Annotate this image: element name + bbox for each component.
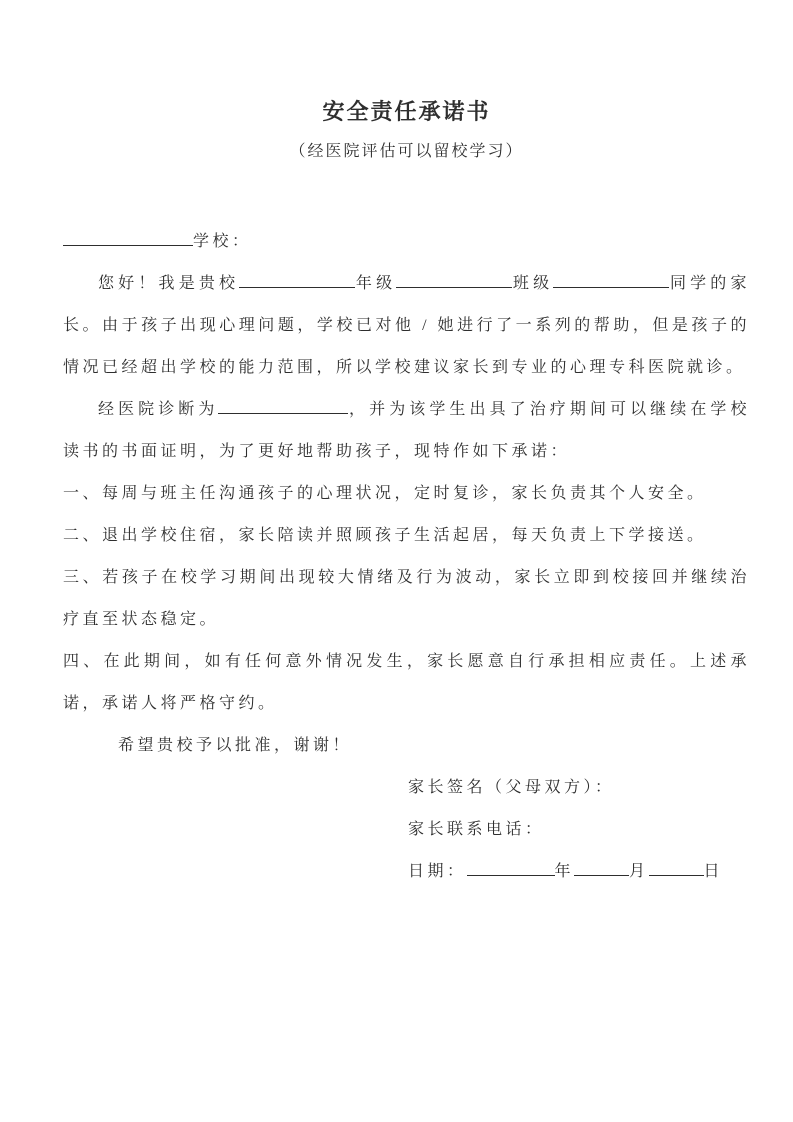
intro-text-1: 您好！我是贵校 <box>98 275 240 292</box>
diagnosis-text-2: ，并为该学生出具了治疗期间可以继续在学校读书的书面证明，为了更好地帮助孩子，现特作如下承诺： <box>63 401 750 460</box>
diagnosis-paragraph <box>63 389 750 473</box>
class-label: 班级 <box>512 275 554 292</box>
blank-date-day <box>649 862 704 876</box>
salutation-line <box>63 221 750 263</box>
commitment-item-3: 三、若孩子在校学习期间出现较大情绪及行为波动，家长立即到校接回并继续治疗直至状态稳定。 <box>63 569 750 628</box>
parent-phone-label: 家长联系电话： <box>408 821 545 838</box>
date-line <box>408 851 750 893</box>
document-body <box>63 221 750 893</box>
month-label: 月 <box>629 863 649 880</box>
blank-student-name <box>553 274 669 288</box>
blank-date-month <box>574 862 629 876</box>
grade-label: 年级 <box>355 275 397 292</box>
commitment-item-1: 一、每周与班主任沟通孩子的心理状况，定时复诊，家长负责其个人安全。 <box>63 485 707 502</box>
year-label: 年 <box>554 863 575 880</box>
document-title: 安全责任承诺书 <box>322 99 491 124</box>
diagnosis-text-1: 经医院诊断为 <box>98 401 219 418</box>
blank-school-name <box>63 232 193 246</box>
blank-class <box>396 274 512 288</box>
date-label: 日期： <box>408 863 467 880</box>
signature-block <box>408 767 750 893</box>
blank-date-year <box>467 862 555 876</box>
parent-signature-label: 家长签名（父母双方）： <box>408 779 615 796</box>
salutation-label: 学校： <box>193 233 252 250</box>
blank-grade <box>239 274 355 288</box>
intro-text-2: 同学的家长。由于孩子出现心理问题，学校已对他 / 她进行了一系列的帮助，但是孩子的情况已经超出学校的能力范围，所以学校建议家长到专业的心理专科医院就诊。 <box>63 275 750 376</box>
day-label: 日 <box>703 863 724 880</box>
commitment-item-4: 四、在此期间，如有任何意外情况发生，家长愿意自行承担相应责任。上述承诺，承诺人将严格守约。 <box>63 653 750 712</box>
document-subtitle: （经医院评估可以留校学习） <box>289 143 524 160</box>
blank-diagnosis <box>218 400 348 414</box>
closing-line: 希望贵校予以批准，谢谢！ <box>118 737 353 754</box>
intro-paragraph <box>63 263 750 389</box>
commitment-item-2: 二、退出学校住宿，家长陪读并照顾孩子生活起居，每天负责上下学接送。 <box>63 527 707 544</box>
